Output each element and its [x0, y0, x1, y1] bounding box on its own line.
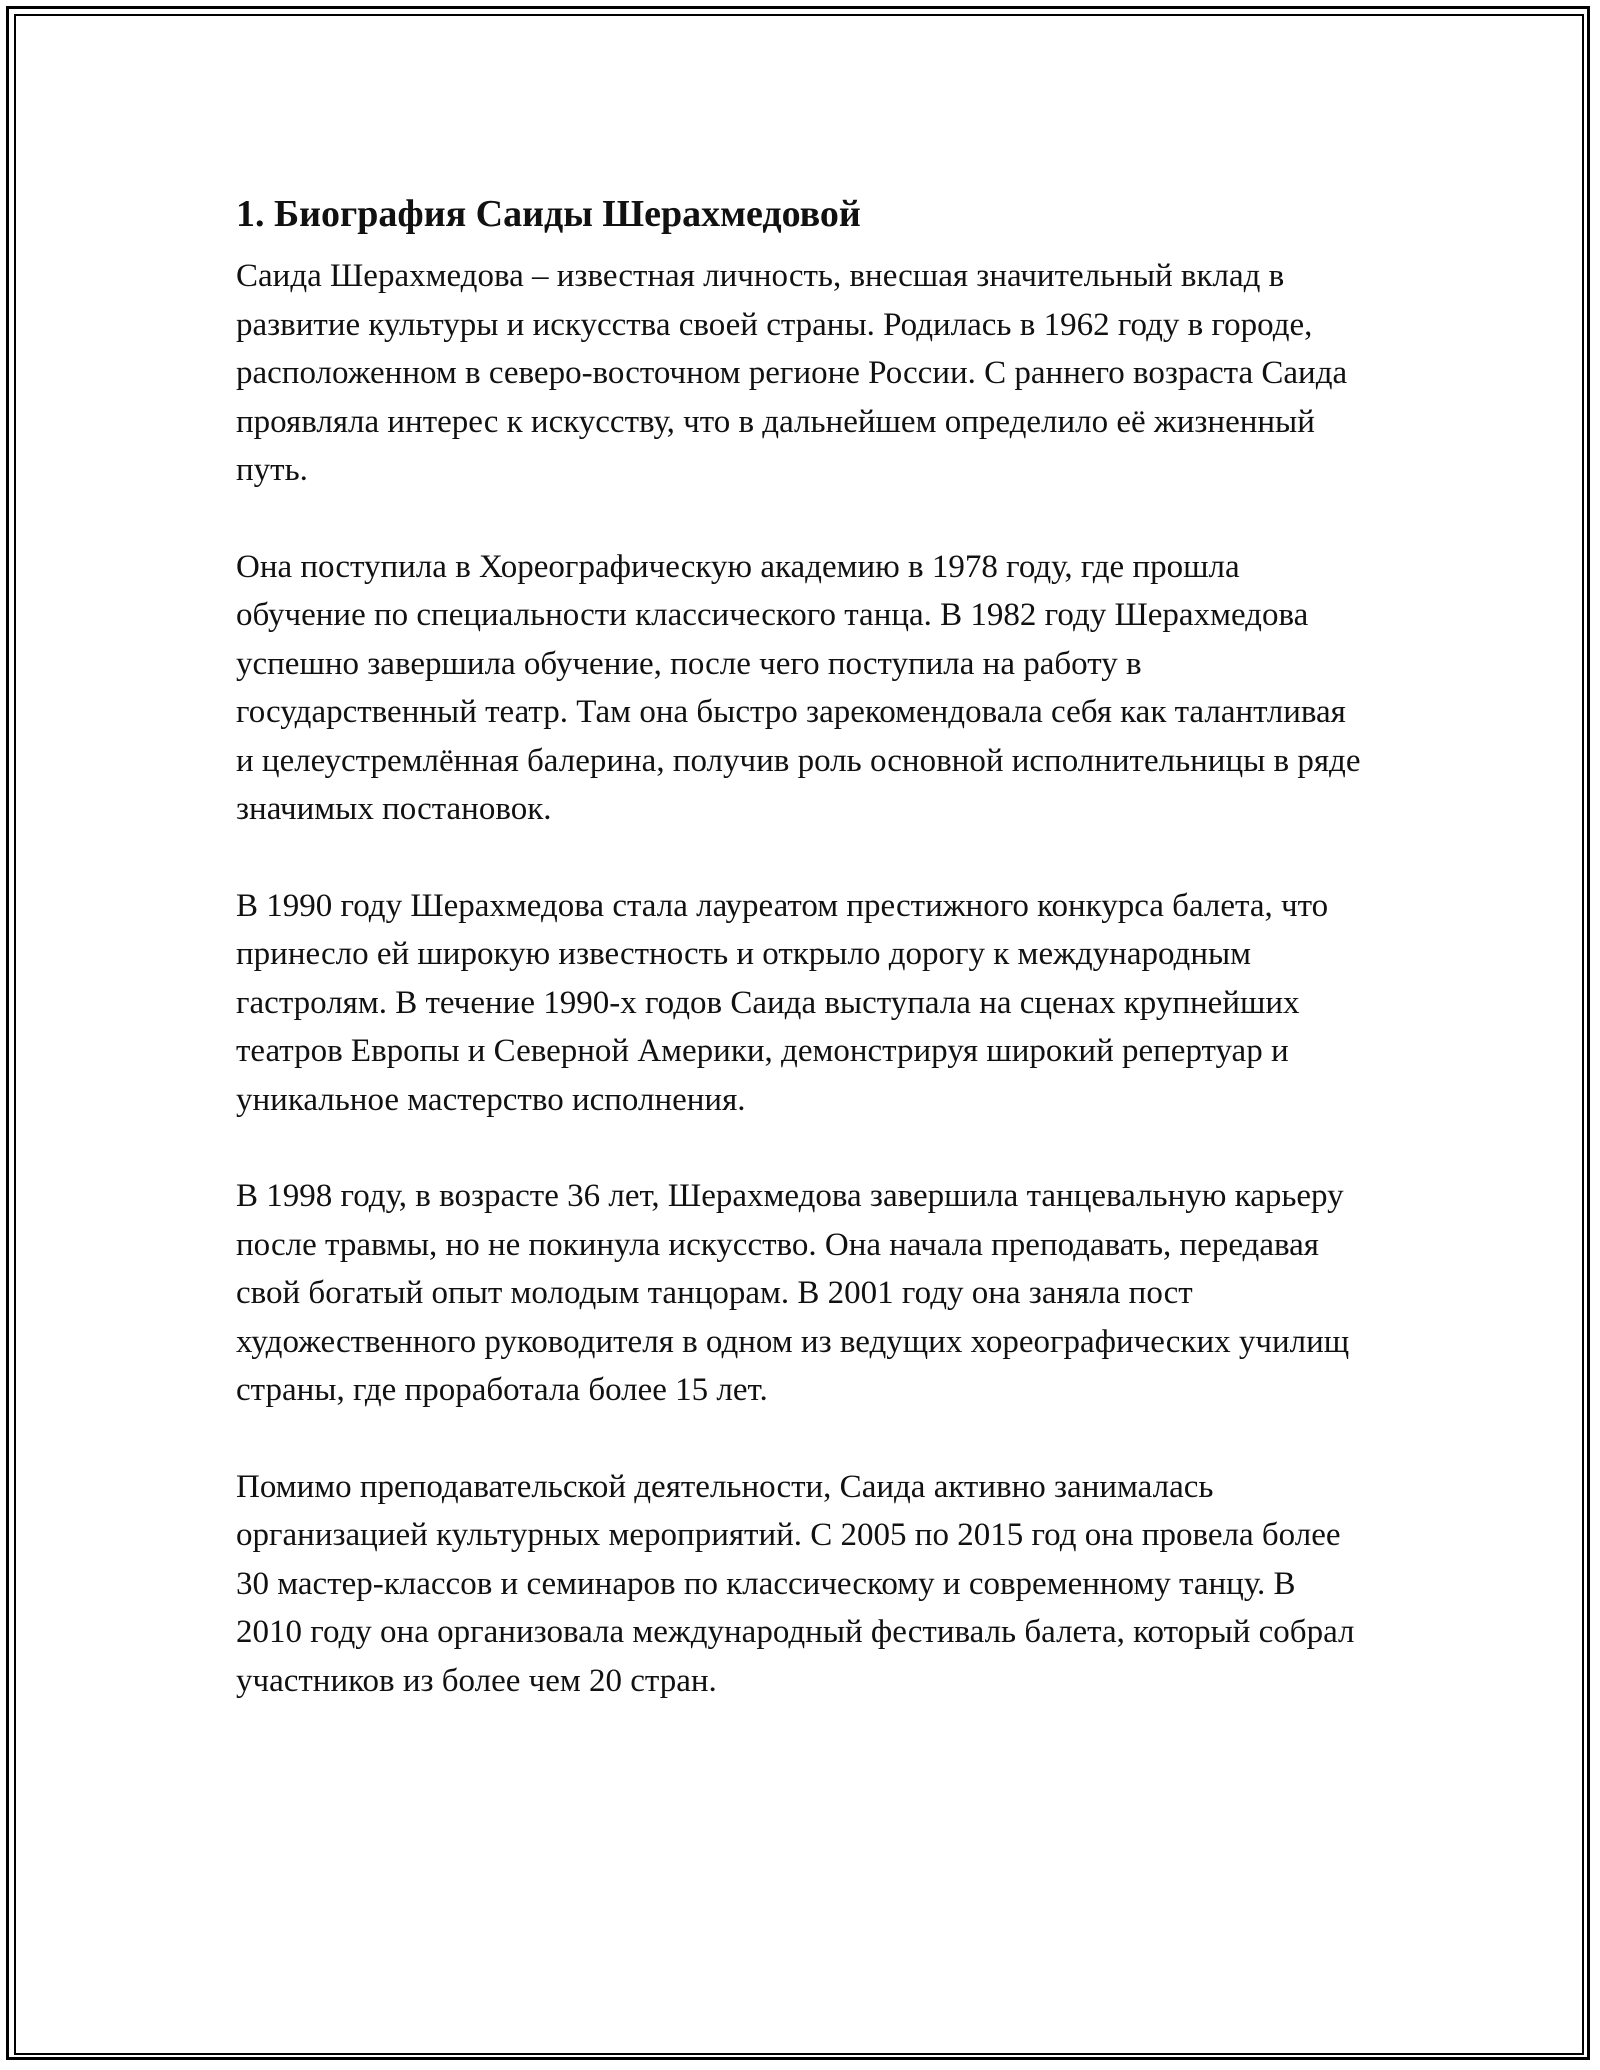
- paragraph-birth: Саида Шерахмедова – известная личность, внесшая значительный вклад в развитие культуры и искусства своей страны. Родилась в 1962 году в городе, расположенном в северо-восточном регионе России. С раннего возраста Саида проявляла интерес к искусству, что в дальнейшем определило её жизненный путь.: [236, 258, 1348, 488]
- section-heading: 1. Биография Саиды Шерахмедовой: [236, 193, 861, 235]
- paragraph-education: Она поступила в Хореографическую академию в 1978 году, где прошла обучение по специальности классического танца. В 1982 году Шерахмедова успешно завершила обучение, после чего поступила на работу в государственный театр. Там она быстро зарекомендовала себя как талантливая и целеустремлённая балерина, получив роль основной исполнительницы в ряде значимых постановок.: [236, 548, 1361, 827]
- paragraph-teaching: В 1998 году, в возрасте 36 лет, Шерахмедова завершила танцевальную карьеру после травмы, но не покинула искусство. Она начала преподавать, передавая свой богатый опыт молодым танцорам. В 2001 году она заняла пост художественного руководителя в одном из ведущих хореографических училищ страны, где проработала более 15 лет.: [236, 1178, 1350, 1408]
- paragraph-career: В 1990 году Шерахмедова стала лауреатом престижного конкурса балета, что принесло ей широкую известность и открыло дорогу к международным гастролям. В течение 1990-х годов Саида выступала на сценах крупнейших театров Европы и Северной Америки, демонстрируя широкий репертуар и уникальное мастерство исполнения.: [236, 887, 1329, 1118]
- document-body: [236, 188, 1366, 1753]
- paragraph-events: Помимо преподавательской деятельности, Саида активно занималась организацией культурных мероприятий. С 2005 по 2015 год она провела более 30 мастер-классов и семинаров по классическому и современному танцу. В 2010 году она организовала международный фестиваль балета, который собрал участников из более чем 20 стран.: [236, 1468, 1355, 1699]
